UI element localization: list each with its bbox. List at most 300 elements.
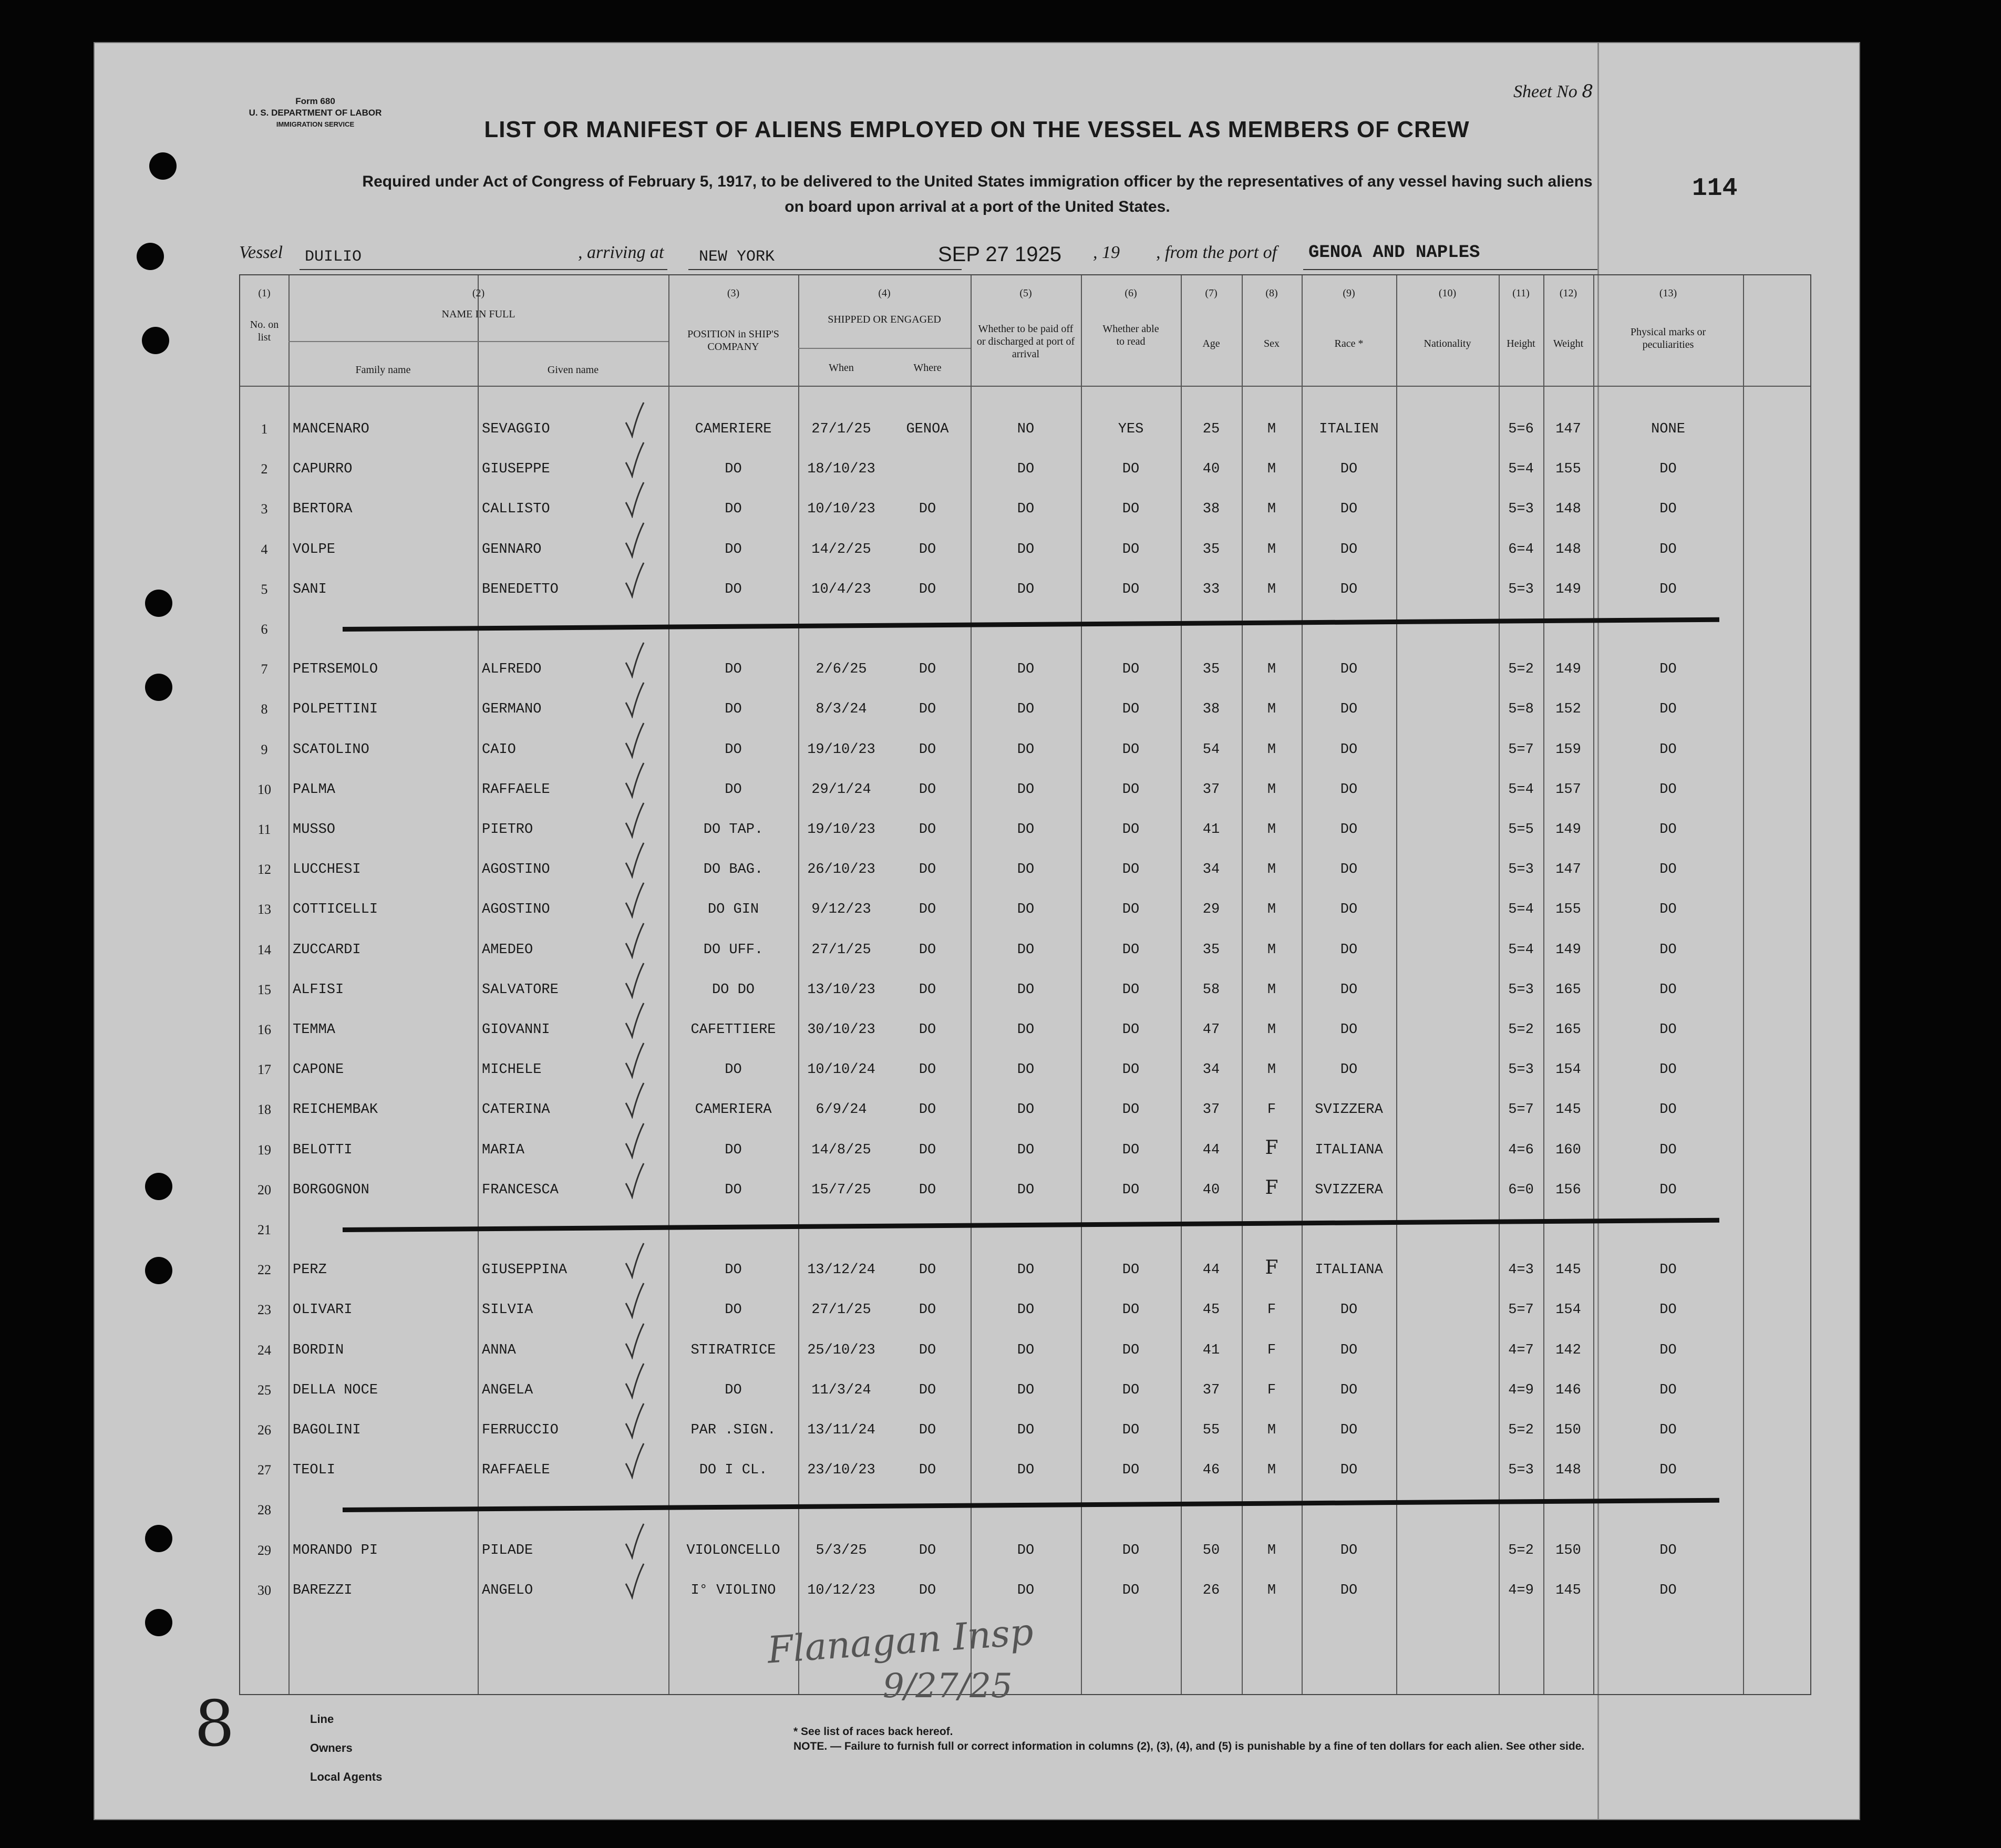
height-cell: 5=8	[1508, 701, 1534, 718]
table-row	[240, 1287, 1810, 1329]
given-name-cell: SILVIA	[482, 1302, 533, 1318]
family-name-cell: BAGOLINI	[293, 1422, 361, 1438]
underline	[1303, 269, 1597, 270]
col-2-header: NAME IN FULL	[441, 308, 515, 320]
weight-cell: 149	[1555, 942, 1581, 958]
physical-marks-cell: DO	[1659, 461, 1677, 478]
table-row	[240, 887, 1810, 929]
year-label: , 19	[1093, 243, 1120, 262]
weight-cell: 149	[1555, 662, 1581, 678]
age-cell: 47	[1202, 1022, 1220, 1038]
position-cell: DO	[725, 662, 742, 678]
col-10-header: Nationality	[1424, 338, 1471, 349]
col-2b-header: Given name	[547, 364, 599, 376]
row-number-cell: 13	[257, 902, 271, 917]
table-row	[240, 1128, 1810, 1170]
race-cell: DO	[1340, 1542, 1358, 1558]
age-cell: 40	[1202, 461, 1220, 478]
position-cell: STIRATRICE	[690, 1342, 776, 1358]
physical-marks-cell: DO	[1659, 1142, 1677, 1158]
physical-marks-cell: DO	[1659, 862, 1677, 878]
height-cell: 5=7	[1508, 1302, 1534, 1318]
able-to-read-cell: YES	[1118, 421, 1144, 437]
shipped-where-cell: DO	[919, 862, 936, 878]
paid-off-cell: DO	[1017, 461, 1035, 478]
height-cell: 5=4	[1508, 781, 1534, 798]
age-cell: 35	[1202, 942, 1220, 958]
col-8-header: Sex	[1264, 338, 1280, 349]
physical-marks-cell: DO	[1659, 942, 1677, 958]
height-cell: 5=7	[1508, 741, 1534, 758]
col-2a-header: Family name	[355, 364, 411, 376]
checkmark-icon	[624, 682, 645, 718]
paid-off-cell: DO	[1017, 1262, 1035, 1278]
weight-cell: 157	[1555, 781, 1581, 798]
paid-off-cell: DO	[1017, 942, 1035, 958]
height-cell: 5=2	[1508, 1022, 1534, 1038]
form-number: Form 680	[295, 96, 335, 106]
able-to-read-cell: DO	[1122, 1382, 1140, 1398]
sex-cell: F	[1265, 1257, 1278, 1279]
age-cell: 37	[1202, 781, 1220, 798]
shipped-where-cell: DO	[919, 942, 936, 958]
checkmark-icon	[624, 922, 645, 959]
service: IMMIGRATION SERVICE	[276, 120, 355, 128]
weight-cell: 165	[1555, 982, 1581, 998]
able-to-read-cell: DO	[1122, 461, 1140, 478]
height-cell: 5=3	[1508, 982, 1534, 998]
table-row	[240, 1568, 1810, 1610]
checkmark-icon	[624, 1362, 645, 1399]
binder-hole	[149, 152, 177, 180]
table-row	[240, 927, 1810, 969]
shipped-when-cell: 13/10/23	[807, 982, 875, 998]
shipped-where-cell: DO	[919, 1182, 936, 1198]
weight-cell: 145	[1555, 1262, 1581, 1278]
binder-hole	[142, 327, 169, 354]
table-row	[240, 847, 1810, 889]
given-name-cell: FRANCESCA	[482, 1182, 559, 1198]
position-cell: DO TAP.	[703, 822, 764, 838]
weight-cell: 149	[1555, 822, 1581, 838]
paid-off-cell: DO	[1017, 1142, 1035, 1158]
height-cell: 5=3	[1508, 862, 1534, 878]
position-cell: I° VIOLINO	[690, 1582, 776, 1598]
row-number-cell: 6	[261, 622, 268, 637]
given-name-cell: FERRUCCIO	[482, 1422, 559, 1438]
race-cell: DO	[1340, 701, 1358, 718]
name-header-rule	[288, 341, 668, 342]
weight-cell: 150	[1555, 1422, 1581, 1438]
able-to-read-cell: DO	[1122, 581, 1140, 597]
shipped-when-cell: 11/3/24	[811, 1382, 871, 1398]
checkmark-icon	[624, 1242, 645, 1279]
able-to-read-cell: DO	[1122, 1342, 1140, 1358]
inspector-signature: Flanagan Insp	[766, 1610, 1035, 1672]
col-12-number: (12)	[1559, 287, 1577, 299]
paid-off-cell: DO	[1017, 662, 1035, 678]
position-cell: DO	[725, 1262, 742, 1278]
given-name-cell: RAFFAELE	[482, 781, 550, 798]
shipped-where-cell: DO	[919, 501, 936, 518]
physical-marks-cell: DO	[1659, 501, 1677, 518]
shipped-where-cell: DO	[919, 822, 936, 838]
height-cell: 5=3	[1508, 1062, 1534, 1078]
position-cell: DO GIN	[707, 902, 759, 918]
shipped-where-cell: DO	[919, 1062, 936, 1078]
shipped-when-cell: 26/10/23	[807, 862, 875, 878]
table-row	[240, 447, 1810, 489]
row-number-cell: 7	[261, 662, 268, 677]
checkmark-icon	[624, 401, 645, 438]
age-cell: 40	[1202, 1182, 1220, 1198]
race-cell: DO	[1340, 1062, 1358, 1078]
paid-off-cell: DO	[1017, 1542, 1035, 1558]
weight-cell: 154	[1555, 1062, 1581, 1078]
table-row	[240, 1408, 1810, 1450]
vessel-name: DUILIO	[305, 248, 362, 266]
family-name-cell: ZUCCARDI	[293, 942, 361, 958]
weight-cell: 160	[1555, 1142, 1581, 1158]
family-name-cell: TEOLI	[293, 1462, 336, 1479]
paid-off-cell: DO	[1017, 1182, 1035, 1198]
row-number-cell: 27	[257, 1462, 271, 1478]
position-cell: DO	[725, 501, 742, 518]
age-cell: 35	[1202, 541, 1220, 558]
binder-hole	[145, 1525, 172, 1552]
age-cell: 46	[1202, 1462, 1220, 1479]
able-to-read-cell: DO	[1122, 781, 1140, 798]
row-number-cell: 25	[257, 1382, 271, 1398]
physical-marks-cell: DO	[1659, 1062, 1677, 1078]
age-cell: 54	[1202, 741, 1220, 758]
vessel-label: Vessel	[239, 243, 283, 262]
position-cell: DO	[725, 541, 742, 558]
paid-off-cell: DO	[1017, 1382, 1035, 1398]
shipped-where-cell: DO	[919, 1262, 936, 1278]
family-name-cell: MANCENARO	[293, 421, 369, 437]
given-name-cell: GIOVANNI	[482, 1022, 550, 1038]
sex-cell: F	[1265, 1137, 1278, 1159]
given-name-cell: AMEDEO	[482, 942, 533, 958]
given-name-cell: GERMANO	[482, 701, 542, 718]
given-name-cell: BENEDETTO	[482, 581, 559, 597]
race-cell: ITALIANA	[1315, 1142, 1383, 1158]
height-cell: 5=5	[1508, 822, 1534, 838]
race-cell: SVIZZERA	[1315, 1102, 1383, 1118]
family-name-cell: VOLPE	[293, 541, 336, 558]
paid-off-cell: DO	[1017, 822, 1035, 838]
checkmark-icon	[624, 481, 645, 518]
position-cell: CAMERIERA	[695, 1102, 772, 1118]
physical-marks-cell: DO	[1659, 1102, 1677, 1118]
age-cell: 34	[1202, 862, 1220, 878]
col-5-number: (5)	[1019, 287, 1032, 299]
age-cell: 44	[1202, 1262, 1220, 1278]
position-cell: DO	[725, 1182, 742, 1198]
paid-off-cell: NO	[1017, 421, 1035, 437]
checkmark-icon	[624, 562, 645, 598]
checkmark-icon	[624, 441, 645, 478]
paid-off-cell: DO	[1017, 701, 1035, 718]
family-name-cell: OLIVARI	[293, 1302, 353, 1318]
age-cell: 34	[1202, 1062, 1220, 1078]
able-to-read-cell: DO	[1122, 1062, 1140, 1078]
col-11-number: (11)	[1512, 287, 1530, 299]
races-note: * See list of races back hereof.	[793, 1726, 953, 1738]
shipped-where-cell: DO	[919, 662, 936, 678]
checkmark-icon	[624, 642, 645, 678]
paid-off-cell: DO	[1017, 1062, 1035, 1078]
shipped-when-cell: 9/12/23	[811, 902, 871, 918]
table-row	[240, 727, 1810, 769]
checkmark-icon	[624, 722, 645, 759]
able-to-read-cell: DO	[1122, 501, 1140, 518]
underline	[688, 269, 962, 270]
col-10-number: (10)	[1438, 287, 1457, 299]
shipped-where-cell: DO	[919, 1542, 936, 1558]
sex-cell: F	[1265, 1176, 1278, 1199]
race-cell: DO	[1340, 862, 1358, 878]
row-number-cell: 9	[261, 741, 268, 757]
given-name-cell: PIETRO	[482, 822, 533, 838]
col-11-header: Height	[1507, 338, 1535, 349]
row-number-cell: 24	[257, 1342, 271, 1358]
arrival-date-stamp: SEP 27 1925	[938, 243, 1062, 266]
able-to-read-cell: DO	[1122, 862, 1140, 878]
shipped-where-cell: DO	[919, 1382, 936, 1398]
shipped-when-cell: 5/3/25	[816, 1542, 867, 1558]
age-cell: 37	[1202, 1382, 1220, 1398]
sex-cell: M	[1267, 942, 1276, 958]
shipped-where-cell: DO	[919, 1582, 936, 1598]
family-name-cell: BELOTTI	[293, 1142, 353, 1158]
height-cell: 6=4	[1508, 541, 1534, 558]
row-number-cell: 21	[257, 1222, 271, 1237]
position-cell: VIOLONCELLO	[686, 1542, 780, 1558]
physical-marks-cell: NONE	[1651, 421, 1685, 437]
col-3-header: POSITION in SHIP'S COMPANY	[687, 328, 779, 353]
age-cell: 44	[1202, 1142, 1220, 1158]
physical-marks-cell: DO	[1659, 741, 1677, 758]
height-cell: 5=3	[1508, 501, 1534, 518]
age-cell: 41	[1202, 1342, 1220, 1358]
able-to-read-cell: DO	[1122, 1182, 1140, 1198]
sex-cell: F	[1267, 1302, 1276, 1318]
signature-date: 9/27/25	[883, 1667, 1013, 1706]
shipped-where-cell: DO	[919, 982, 936, 998]
shipped-where-cell: DO	[919, 581, 936, 597]
shipped-when-cell: 25/10/23	[807, 1342, 875, 1358]
able-to-read-cell: DO	[1122, 541, 1140, 558]
sex-cell: M	[1267, 741, 1276, 758]
family-name-cell: ALFISI	[293, 982, 344, 998]
sex-cell: M	[1267, 822, 1276, 838]
col-7-number: (7)	[1205, 287, 1218, 299]
paid-off-cell: DO	[1017, 581, 1035, 597]
sex-cell: M	[1267, 541, 1276, 558]
weight-cell: 142	[1555, 1342, 1581, 1358]
row-number-cell: 29	[257, 1542, 271, 1558]
physical-marks-cell: DO	[1659, 1262, 1677, 1278]
able-to-read-cell: DO	[1122, 741, 1140, 758]
given-name-cell: RAFFAELE	[482, 1462, 550, 1479]
given-name-cell: SEVAGGIO	[482, 421, 550, 437]
family-name-cell: MUSSO	[293, 822, 336, 838]
manifest-sheet	[94, 42, 1860, 1820]
shipped-when-cell: 18/10/23	[807, 461, 875, 478]
weight-cell: 155	[1555, 461, 1581, 478]
table-row	[240, 1528, 1810, 1570]
paid-off-cell: DO	[1017, 741, 1035, 758]
shipped-where-cell: DO	[919, 1342, 936, 1358]
table-row	[240, 567, 1810, 609]
able-to-read-cell: DO	[1122, 1302, 1140, 1318]
able-to-read-cell: DO	[1122, 982, 1140, 998]
checkmark-icon	[624, 1042, 645, 1079]
col-8-number: (8)	[1265, 287, 1278, 299]
race-cell: DO	[1340, 1342, 1358, 1358]
age-cell: 38	[1202, 701, 1220, 718]
weight-cell: 146	[1555, 1382, 1581, 1398]
family-name-cell: SCATOLINO	[293, 741, 369, 758]
shipped-when-cell: 23/10/23	[807, 1462, 875, 1479]
page-mark: 8	[194, 1688, 235, 1761]
shipped-where-cell: DO	[919, 1102, 936, 1118]
row-number-cell: 4	[261, 541, 268, 557]
paid-off-cell: DO	[1017, 902, 1035, 918]
physical-marks-cell: DO	[1659, 701, 1677, 718]
col-6-header: Whether able to read	[1102, 323, 1159, 347]
position-cell: DO	[725, 581, 742, 597]
table-row	[240, 607, 1810, 649]
given-name-cell: MICHELE	[482, 1062, 542, 1078]
shipped-where-cell: DO	[919, 1022, 936, 1038]
table-row	[240, 527, 1810, 569]
paid-off-cell: DO	[1017, 781, 1035, 798]
paid-off-cell: DO	[1017, 1422, 1035, 1438]
age-cell: 38	[1202, 501, 1220, 518]
col-6-number: (6)	[1125, 287, 1137, 299]
able-to-read-cell: DO	[1122, 1582, 1140, 1598]
shipped-when-cell: 13/11/24	[807, 1422, 875, 1438]
race-cell: ITALIEN	[1319, 421, 1379, 437]
footer-note	[793, 1725, 1584, 1754]
given-name-cell: MARIA	[482, 1142, 525, 1158]
table-row	[240, 1007, 1810, 1049]
race-cell: DO	[1340, 1022, 1358, 1038]
row-number-cell: 1	[261, 421, 268, 437]
checkmark-icon	[624, 802, 645, 839]
physical-marks-cell: DO	[1659, 1342, 1677, 1358]
physical-marks-cell: DO	[1659, 781, 1677, 798]
checkmark-icon	[624, 1002, 645, 1039]
row-number-cell: 2	[261, 461, 268, 477]
checkmark-icon	[624, 882, 645, 918]
race-cell: DO	[1340, 461, 1358, 478]
shipped-where-cell: DO	[919, 1462, 936, 1479]
family-name-cell: PERZ	[293, 1262, 327, 1278]
row-number-cell: 14	[257, 942, 271, 957]
row-number-cell: 3	[261, 501, 268, 517]
able-to-read-cell: DO	[1122, 1022, 1140, 1038]
weight-cell: 159	[1555, 741, 1581, 758]
sex-cell: M	[1267, 421, 1276, 437]
col-13-number: (13)	[1659, 287, 1677, 299]
shipped-where-cell: GENOA	[906, 421, 949, 437]
col-12-header: Weight	[1553, 338, 1584, 349]
family-name-cell: REICHEMBAK	[293, 1102, 378, 1118]
page-subtitle	[215, 169, 1739, 220]
family-name-cell: POLPETTINI	[293, 701, 378, 718]
weight-cell: 147	[1555, 421, 1581, 437]
row-number-cell: 10	[257, 781, 271, 797]
physical-marks-cell: DO	[1659, 1382, 1677, 1398]
height-cell: 5=4	[1508, 942, 1534, 958]
able-to-read-cell: DO	[1122, 1102, 1140, 1118]
position-cell: DO	[725, 1062, 742, 1078]
physical-marks-cell: DO	[1659, 1542, 1677, 1558]
race-cell: DO	[1340, 501, 1358, 518]
col-4a-header: When	[829, 362, 854, 374]
shipped-where-cell: DO	[919, 541, 936, 558]
col-3-number: (3)	[727, 287, 740, 299]
race-cell: DO	[1340, 741, 1358, 758]
arriving-port: NEW YORK	[699, 248, 775, 266]
strikethrough-line	[343, 1498, 1719, 1512]
race-cell: DO	[1340, 1422, 1358, 1438]
paid-off-cell: DO	[1017, 1342, 1035, 1358]
sheet-number-label: Sheet No	[1513, 82, 1577, 101]
height-cell: 4=9	[1508, 1382, 1534, 1398]
age-cell: 37	[1202, 1102, 1220, 1118]
col-2-number: (2)	[472, 287, 485, 299]
shipped-when-cell: 13/12/24	[807, 1262, 875, 1278]
table-row	[240, 1247, 1810, 1289]
race-cell: DO	[1340, 1382, 1358, 1398]
col-4-header: SHIPPED OR ENGAGED	[828, 314, 941, 325]
family-name-cell: BAREZZI	[293, 1582, 353, 1598]
sheet-number	[1513, 81, 1593, 102]
shipped-when-cell: 14/2/25	[811, 541, 871, 558]
checkmark-icon	[624, 1563, 645, 1599]
position-cell: DO	[725, 461, 742, 478]
table-row	[240, 1087, 1810, 1129]
vessel-info-row	[95, 243, 1859, 274]
weight-cell: 152	[1555, 701, 1581, 718]
physical-marks-cell: DO	[1659, 982, 1677, 998]
shipped-when-cell: 30/10/23	[807, 1022, 875, 1038]
paid-off-cell: DO	[1017, 1102, 1035, 1118]
strikethrough-line	[343, 617, 1719, 632]
shipped-where-cell: DO	[919, 1302, 936, 1318]
family-name-cell: BORDIN	[293, 1342, 344, 1358]
able-to-read-cell: DO	[1122, 1422, 1140, 1438]
sex-cell: M	[1267, 1582, 1276, 1598]
sex-cell: M	[1267, 902, 1276, 918]
row-number-cell: 16	[257, 1022, 271, 1037]
physical-marks-cell: DO	[1659, 1182, 1677, 1198]
given-name-cell: ANNA	[482, 1342, 516, 1358]
height-cell: 5=3	[1508, 581, 1534, 597]
subtitle-line-2: on board upon arrival at a port of the United States.	[785, 198, 1170, 215]
sex-cell: M	[1267, 701, 1276, 718]
table-row	[240, 1488, 1810, 1530]
owners-label: Owners	[310, 1741, 353, 1754]
shipped-when-cell: 8/3/24	[816, 701, 867, 718]
checkmark-icon	[624, 522, 645, 559]
binder-hole	[145, 1173, 172, 1200]
